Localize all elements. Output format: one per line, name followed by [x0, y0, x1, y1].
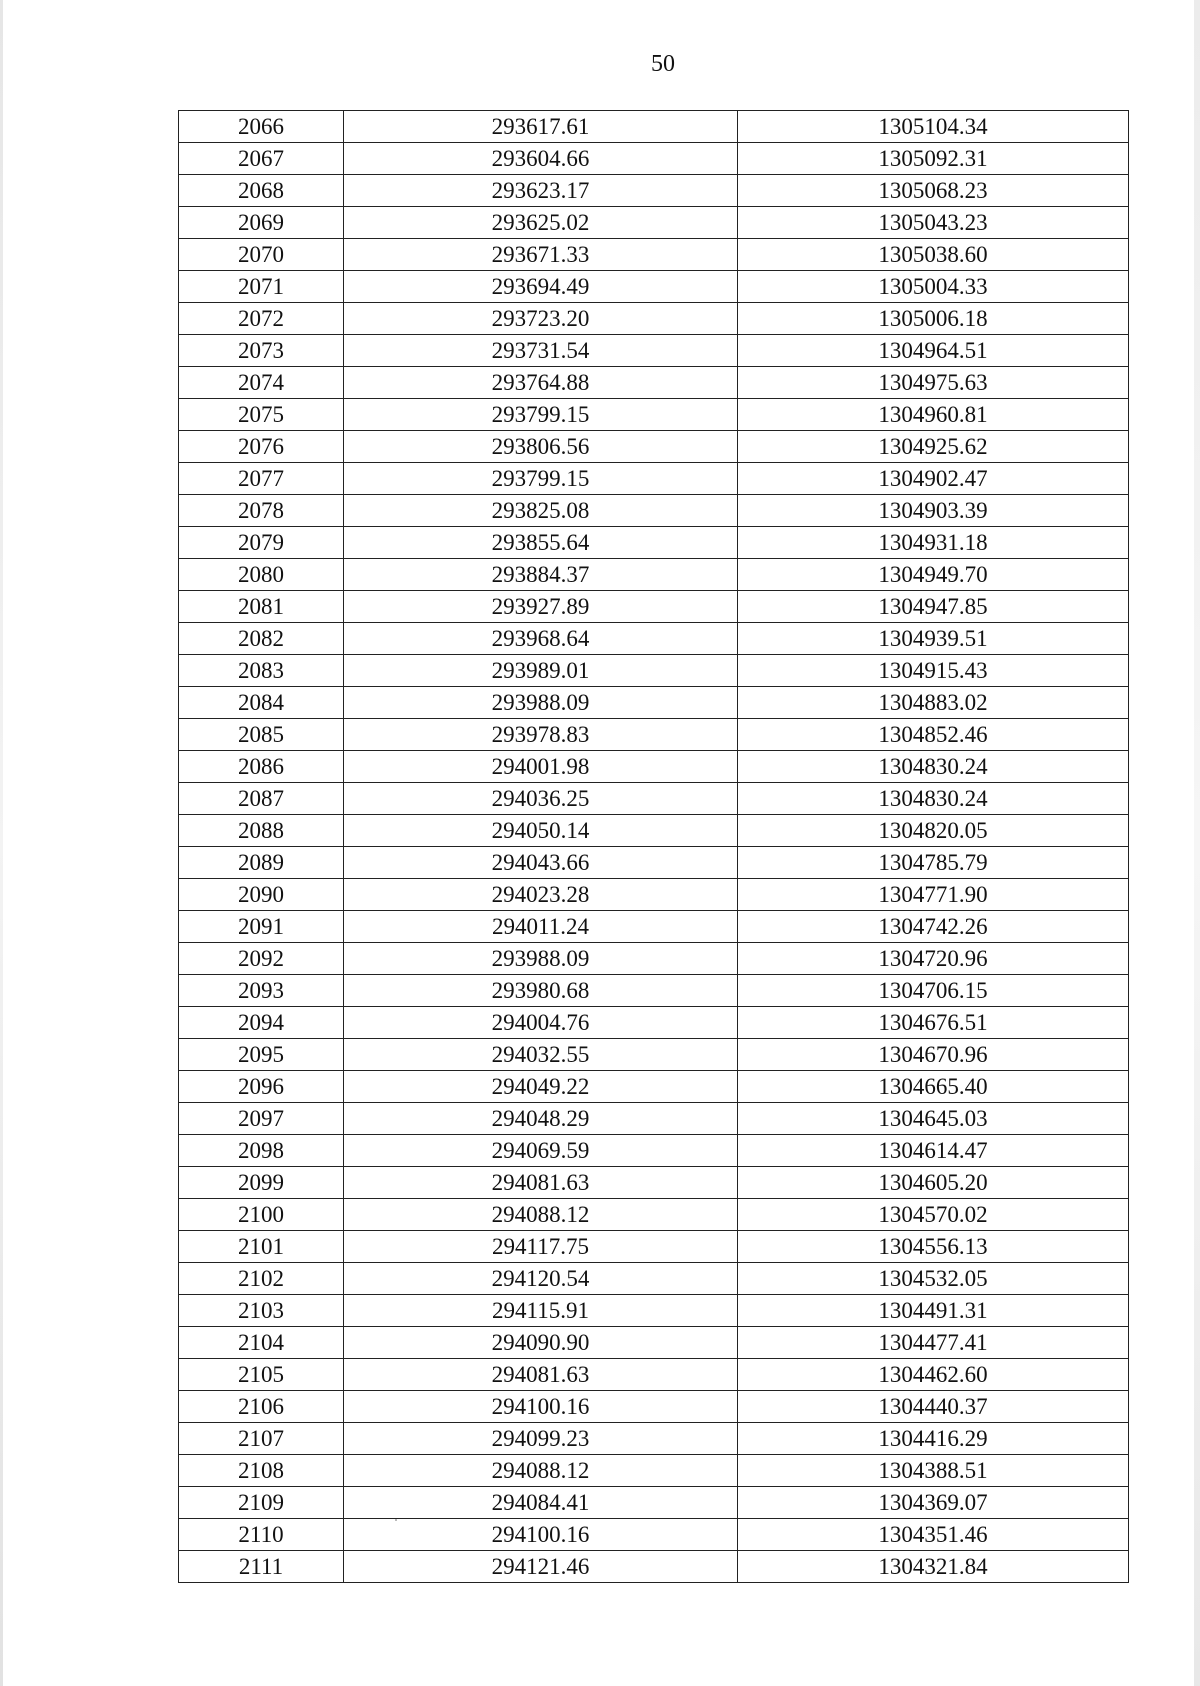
x-coordinate-cell: 293764.88	[344, 367, 738, 399]
point-number-cell: 2091	[179, 911, 344, 943]
y-coordinate-cell: 1304925.62	[738, 431, 1129, 463]
y-coordinate-cell: 1304556.13	[738, 1231, 1129, 1263]
y-coordinate-cell: 1305068.23	[738, 175, 1129, 207]
table-row	[179, 943, 1129, 975]
table-row	[179, 1455, 1129, 1487]
y-coordinate-cell: 1304939.51	[738, 623, 1129, 655]
point-number-cell: 2084	[179, 687, 344, 719]
x-coordinate-cell: 293884.37	[344, 559, 738, 591]
point-number-cell: 2077	[179, 463, 344, 495]
point-number-cell: 2102	[179, 1263, 344, 1295]
y-coordinate-cell: 1304351.46	[738, 1519, 1129, 1551]
y-coordinate-cell: 1304975.63	[738, 367, 1129, 399]
x-coordinate-cell: 294100.16	[344, 1391, 738, 1423]
point-number-cell: 2073	[179, 335, 344, 367]
table-row	[179, 623, 1129, 655]
point-number-cell: 2098	[179, 1135, 344, 1167]
point-number-cell: 2072	[179, 303, 344, 335]
point-number-cell: 2092	[179, 943, 344, 975]
x-coordinate-cell: 294121.46	[344, 1551, 738, 1583]
coordinate-table	[178, 110, 1129, 1583]
table-row	[179, 1071, 1129, 1103]
point-number-cell: 2082	[179, 623, 344, 655]
x-coordinate-cell: 294084.41	[344, 1487, 738, 1519]
y-coordinate-cell: 1304491.31	[738, 1295, 1129, 1327]
point-number-cell: 2086	[179, 751, 344, 783]
table-row	[179, 847, 1129, 879]
point-number-cell: 2078	[179, 495, 344, 527]
point-number-cell: 2104	[179, 1327, 344, 1359]
x-coordinate-cell: 293988.09	[344, 943, 738, 975]
table-row	[179, 207, 1129, 239]
coordinate-table-container	[178, 110, 1128, 1583]
point-number-cell: 2103	[179, 1295, 344, 1327]
x-coordinate-cell: 294050.14	[344, 815, 738, 847]
x-coordinate-cell: 293806.56	[344, 431, 738, 463]
page-number: 50	[651, 51, 675, 77]
x-coordinate-cell: 294115.91	[344, 1295, 738, 1327]
x-coordinate-cell: 294100.16	[344, 1519, 738, 1551]
x-coordinate-cell: 293799.15	[344, 399, 738, 431]
scan-speck	[395, 1519, 397, 1521]
x-coordinate-cell: 293988.09	[344, 687, 738, 719]
table-row	[179, 463, 1129, 495]
y-coordinate-cell: 1305038.60	[738, 239, 1129, 271]
table-row	[179, 1423, 1129, 1455]
x-coordinate-cell: 294036.25	[344, 783, 738, 815]
x-coordinate-cell: 293623.17	[344, 175, 738, 207]
point-number-cell: 2085	[179, 719, 344, 751]
point-number-cell: 2089	[179, 847, 344, 879]
point-number-cell: 2108	[179, 1455, 344, 1487]
x-coordinate-cell: 294032.55	[344, 1039, 738, 1071]
y-coordinate-cell: 1304785.79	[738, 847, 1129, 879]
y-coordinate-cell: 1304949.70	[738, 559, 1129, 591]
x-coordinate-cell: 293978.83	[344, 719, 738, 751]
x-coordinate-cell: 293671.33	[344, 239, 738, 271]
point-number-cell: 2081	[179, 591, 344, 623]
point-number-cell: 2100	[179, 1199, 344, 1231]
point-number-cell: 2090	[179, 879, 344, 911]
point-number-cell: 2101	[179, 1231, 344, 1263]
x-coordinate-cell: 294117.75	[344, 1231, 738, 1263]
table-row	[179, 239, 1129, 271]
table-row	[179, 1487, 1129, 1519]
point-number-cell: 2088	[179, 815, 344, 847]
x-coordinate-cell: 294088.12	[344, 1199, 738, 1231]
y-coordinate-cell: 1304369.07	[738, 1487, 1129, 1519]
y-coordinate-cell: 1304820.05	[738, 815, 1129, 847]
y-coordinate-cell: 1305043.23	[738, 207, 1129, 239]
point-number-cell: 2099	[179, 1167, 344, 1199]
y-coordinate-cell: 1304440.37	[738, 1391, 1129, 1423]
table-row	[179, 879, 1129, 911]
table-row	[179, 1391, 1129, 1423]
point-number-cell: 2070	[179, 239, 344, 271]
point-number-cell: 2080	[179, 559, 344, 591]
y-coordinate-cell: 1305104.34	[738, 111, 1129, 143]
table-row	[179, 1135, 1129, 1167]
point-number-cell: 2093	[179, 975, 344, 1007]
table-row	[179, 1167, 1129, 1199]
y-coordinate-cell: 1304477.41	[738, 1327, 1129, 1359]
y-coordinate-cell: 1304883.02	[738, 687, 1129, 719]
x-coordinate-cell: 294011.24	[344, 911, 738, 943]
x-coordinate-cell: 294069.59	[344, 1135, 738, 1167]
y-coordinate-cell: 1304388.51	[738, 1455, 1129, 1487]
x-coordinate-cell: 293604.66	[344, 143, 738, 175]
x-coordinate-cell: 293927.89	[344, 591, 738, 623]
x-coordinate-cell: 293694.49	[344, 271, 738, 303]
table-row	[179, 1359, 1129, 1391]
table-row	[179, 655, 1129, 687]
y-coordinate-cell: 1305092.31	[738, 143, 1129, 175]
table-row	[179, 1039, 1129, 1071]
table-row	[179, 751, 1129, 783]
point-number-cell: 2074	[179, 367, 344, 399]
table-row	[179, 527, 1129, 559]
x-coordinate-cell: 293731.54	[344, 335, 738, 367]
x-coordinate-cell: 293723.20	[344, 303, 738, 335]
table-row	[179, 303, 1129, 335]
y-coordinate-cell: 1304416.29	[738, 1423, 1129, 1455]
table-row	[179, 1103, 1129, 1135]
y-coordinate-cell: 1304665.40	[738, 1071, 1129, 1103]
table-row	[179, 815, 1129, 847]
table-row	[179, 495, 1129, 527]
point-number-cell: 2107	[179, 1423, 344, 1455]
y-coordinate-cell: 1304676.51	[738, 1007, 1129, 1039]
x-coordinate-cell: 294004.76	[344, 1007, 738, 1039]
table-row	[179, 783, 1129, 815]
y-coordinate-cell: 1304902.47	[738, 463, 1129, 495]
point-number-cell: 2076	[179, 431, 344, 463]
point-number-cell: 2111	[179, 1551, 344, 1583]
x-coordinate-cell: 293855.64	[344, 527, 738, 559]
table-row	[179, 1519, 1129, 1551]
x-coordinate-cell: 294081.63	[344, 1167, 738, 1199]
x-coordinate-cell: 293989.01	[344, 655, 738, 687]
y-coordinate-cell: 1304964.51	[738, 335, 1129, 367]
y-coordinate-cell: 1304852.46	[738, 719, 1129, 751]
y-coordinate-cell: 1304570.02	[738, 1199, 1129, 1231]
x-coordinate-cell: 293825.08	[344, 495, 738, 527]
point-number-cell: 2066	[179, 111, 344, 143]
table-row	[179, 367, 1129, 399]
x-coordinate-cell: 294049.22	[344, 1071, 738, 1103]
table-row	[179, 719, 1129, 751]
x-coordinate-cell: 294090.90	[344, 1327, 738, 1359]
y-coordinate-cell: 1304830.24	[738, 783, 1129, 815]
y-coordinate-cell: 1305004.33	[738, 271, 1129, 303]
table-row	[179, 175, 1129, 207]
table-row	[179, 1327, 1129, 1359]
table-row	[179, 1007, 1129, 1039]
y-coordinate-cell: 1304903.39	[738, 495, 1129, 527]
table-row	[179, 559, 1129, 591]
point-number-cell: 2087	[179, 783, 344, 815]
y-coordinate-cell: 1304720.96	[738, 943, 1129, 975]
point-number-cell: 2105	[179, 1359, 344, 1391]
table-row	[179, 1263, 1129, 1295]
table-row	[179, 1295, 1129, 1327]
y-coordinate-cell: 1304947.85	[738, 591, 1129, 623]
table-row	[179, 111, 1129, 143]
point-number-cell: 2079	[179, 527, 344, 559]
x-coordinate-cell: 294081.63	[344, 1359, 738, 1391]
y-coordinate-cell: 1304670.96	[738, 1039, 1129, 1071]
table-row	[179, 1231, 1129, 1263]
x-coordinate-cell: 293968.64	[344, 623, 738, 655]
x-coordinate-cell: 294043.66	[344, 847, 738, 879]
y-coordinate-cell: 1304532.05	[738, 1263, 1129, 1295]
y-coordinate-cell: 1304605.20	[738, 1167, 1129, 1199]
table-row	[179, 399, 1129, 431]
point-number-cell: 2109	[179, 1487, 344, 1519]
x-coordinate-cell: 294120.54	[344, 1263, 738, 1295]
point-number-cell: 2075	[179, 399, 344, 431]
x-coordinate-cell: 294088.12	[344, 1455, 738, 1487]
table-row	[179, 143, 1129, 175]
table-row	[179, 591, 1129, 623]
table-row	[179, 975, 1129, 1007]
y-coordinate-cell: 1304706.15	[738, 975, 1129, 1007]
y-coordinate-cell: 1304931.18	[738, 527, 1129, 559]
y-coordinate-cell: 1304321.84	[738, 1551, 1129, 1583]
table-row	[179, 1199, 1129, 1231]
x-coordinate-cell: 293617.61	[344, 111, 738, 143]
point-number-cell: 2068	[179, 175, 344, 207]
y-coordinate-cell: 1304645.03	[738, 1103, 1129, 1135]
y-coordinate-cell: 1304915.43	[738, 655, 1129, 687]
y-coordinate-cell: 1304742.26	[738, 911, 1129, 943]
x-coordinate-cell: 294099.23	[344, 1423, 738, 1455]
scan-edge-right	[1194, 0, 1200, 1686]
y-coordinate-cell: 1304830.24	[738, 751, 1129, 783]
point-number-cell: 2069	[179, 207, 344, 239]
table-row	[179, 431, 1129, 463]
y-coordinate-cell: 1304771.90	[738, 879, 1129, 911]
y-coordinate-cell: 1305006.18	[738, 303, 1129, 335]
table-row	[179, 335, 1129, 367]
x-coordinate-cell: 293980.68	[344, 975, 738, 1007]
x-coordinate-cell: 294023.28	[344, 879, 738, 911]
scan-edge-left	[0, 0, 3, 1686]
coordinate-table-body	[179, 111, 1129, 1583]
table-row	[179, 271, 1129, 303]
table-row	[179, 911, 1129, 943]
table-row	[179, 1551, 1129, 1583]
y-coordinate-cell: 1304462.60	[738, 1359, 1129, 1391]
point-number-cell: 2095	[179, 1039, 344, 1071]
x-coordinate-cell: 294001.98	[344, 751, 738, 783]
y-coordinate-cell: 1304614.47	[738, 1135, 1129, 1167]
point-number-cell: 2106	[179, 1391, 344, 1423]
table-row	[179, 687, 1129, 719]
x-coordinate-cell: 293799.15	[344, 463, 738, 495]
y-coordinate-cell: 1304960.81	[738, 399, 1129, 431]
point-number-cell: 2096	[179, 1071, 344, 1103]
x-coordinate-cell: 293625.02	[344, 207, 738, 239]
point-number-cell: 2067	[179, 143, 344, 175]
point-number-cell: 2094	[179, 1007, 344, 1039]
point-number-cell: 2083	[179, 655, 344, 687]
x-coordinate-cell: 294048.29	[344, 1103, 738, 1135]
point-number-cell: 2071	[179, 271, 344, 303]
point-number-cell: 2097	[179, 1103, 344, 1135]
point-number-cell: 2110	[179, 1519, 344, 1551]
